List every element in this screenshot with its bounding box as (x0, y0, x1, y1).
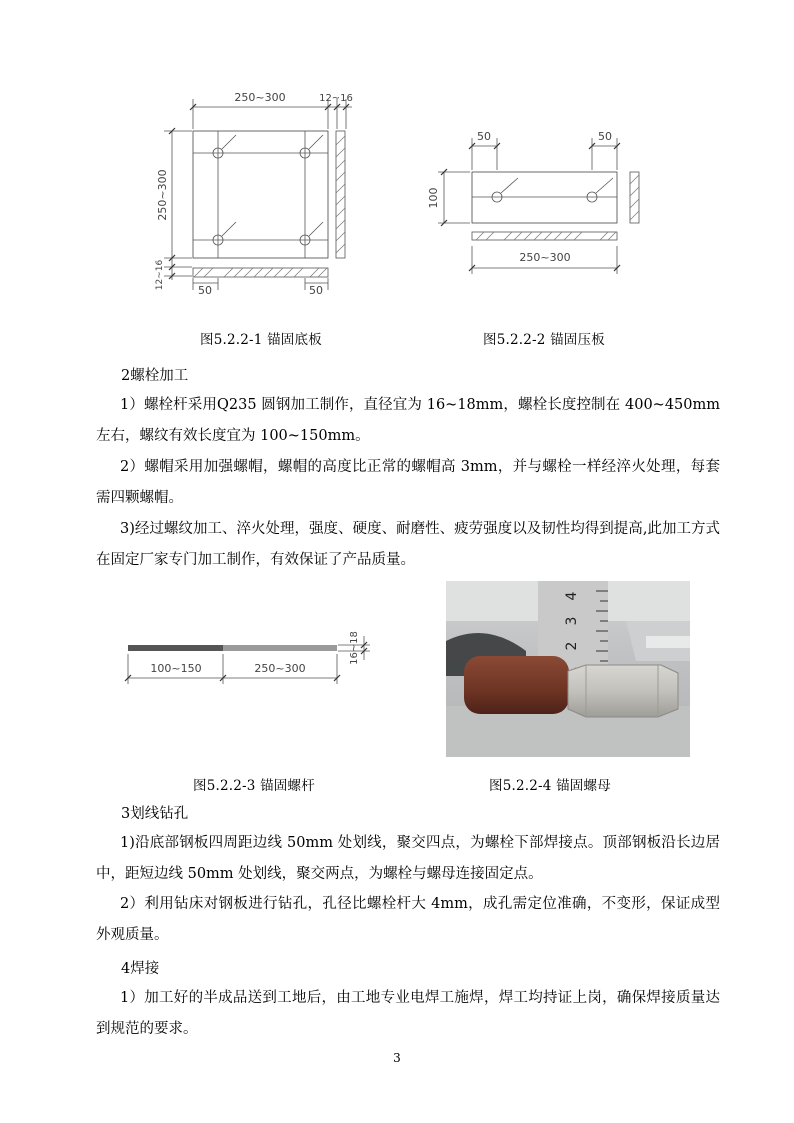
fig1-dim-top-thickness: 12~16 (319, 93, 353, 104)
section-4-heading: 4焊接 (121, 961, 160, 977)
ruler-mark-3: 3 (564, 616, 580, 626)
section-2-paragraph-1: 1）螺栓杆采用Q235 圆钢加工制作，直径宜为 16~18mm，螺栓长度控制在 400~450mm 左右，螺纹有效长度宜为 100~150mm。 (96, 397, 720, 444)
fig2-caption: 图5.2.2-2 锚固压板 (483, 332, 605, 348)
section-3-paragraph-2: 2）利用钻床对钢板进行钻孔，孔径比螺栓杆大 4mm，成孔需定位准确，不变形，保证成型外观质量。 (96, 896, 720, 943)
section-2-heading: 2螺栓加工 (121, 368, 189, 384)
ruler-mark-4: 4 (564, 591, 580, 601)
fig4-caption: 图5.2.2-4 锚固螺母 (489, 778, 611, 794)
fig3-caption: 图5.2.2-3 锚固螺杆 (193, 778, 315, 794)
fig1-dim-left-thickness: 12~16 (155, 259, 165, 291)
fig2-dim-top-left: 50 (477, 130, 491, 143)
fig3-dim-diameter: 16~18 (349, 631, 360, 665)
section-3-heading: 3划线钻孔 (121, 806, 189, 822)
fig3-dim-shaft: 250~300 (254, 662, 306, 675)
section-2-paragraph-3: 3)经过螺纹加工、淬火处理，强度、硬度、耐磨性、疲劳强度以及韧性均得到提高,此加工方式在固定厂家专门加工制作，有效保证了产品质量。 (96, 521, 720, 568)
fig1-dim-top-width: 250~300 (234, 91, 286, 104)
fig2-dim-top-right: 50 (598, 130, 612, 143)
section-3-paragraph-1: 1)沿底部钢板四周距边线 50mm 处划线，聚交四点，为螺栓下部焊接点。顶部钢板沿长边居中，距短边线 50mm 处划线，聚交两点，为螺栓与螺母连接固定点。 (96, 835, 720, 882)
page-number: 3 (393, 1051, 401, 1065)
fig2-dim-bottom-width: 250~300 (519, 251, 571, 264)
figure-anchor-base-plate (150, 85, 370, 300)
ruler-mark-2: 2 (564, 641, 580, 651)
fig1-dim-bottom-right: 50 (309, 284, 323, 297)
figure-anchor-nut-photo (446, 581, 690, 757)
figure-anchor-pressure-plate (420, 120, 650, 280)
fig3-dim-thread: 100~150 (150, 662, 202, 675)
section-4-paragraph-1: 1）加工好的半成品送到工地后，由工地专业电焊工施焊，焊工均持证上岗，确保焊接质量达到规范的要求。 (96, 990, 720, 1037)
section-2-paragraph-2: 2）螺帽采用加强螺帽，螺帽的高度比正常的螺帽高 3mm，并与螺栓一样经淬火处理，每套需四颗螺帽。 (96, 459, 720, 506)
fig1-dim-bottom-left: 50 (198, 284, 212, 297)
fig1-caption: 图5.2.2-1 锚固底板 (200, 332, 322, 348)
figure-anchor-bolt (118, 628, 378, 688)
fig1-dim-left-height: 250~300 (156, 169, 169, 221)
fig2-dim-left-height: 100 (427, 187, 440, 209)
